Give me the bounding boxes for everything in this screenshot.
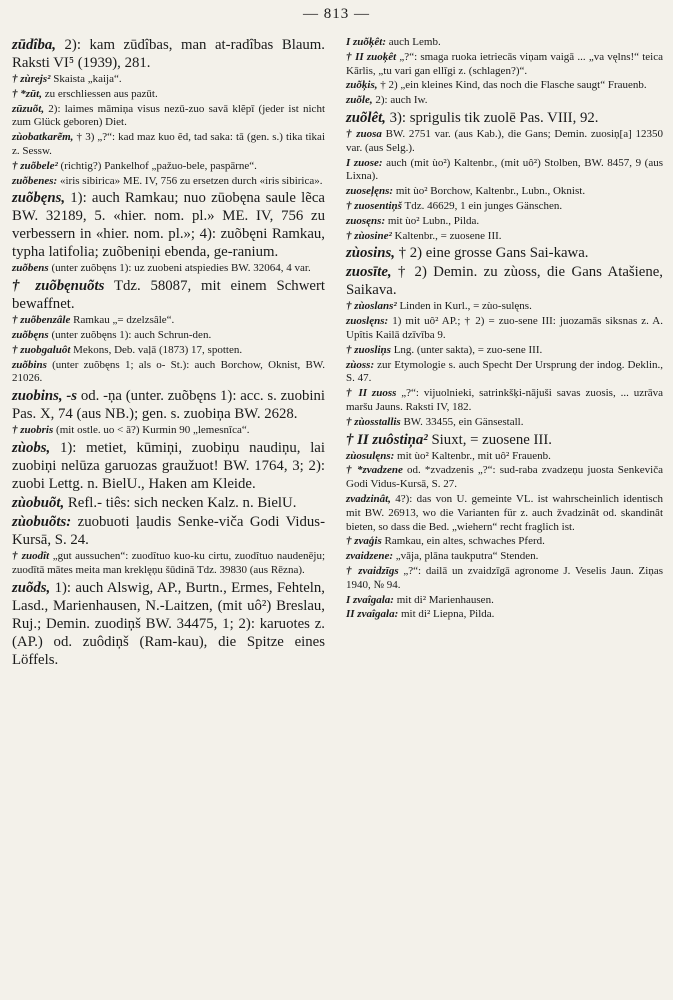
dictionary-entry	[346, 230, 663, 244]
entry-headword: † zvaģis	[346, 535, 382, 548]
dictionary-entry	[12, 359, 325, 387]
entry-headword: zvadzinât,	[346, 492, 391, 505]
dictionary-entry	[12, 103, 325, 131]
entry-headword: zuõle,	[346, 94, 373, 107]
dictionary-entry	[346, 608, 663, 622]
dictionary-entry	[12, 344, 325, 358]
entry-definition: (mit ostle. uo < ā?) Kurmin 90 „lemesnīca“.	[53, 424, 250, 437]
entry-headword: zuõlêt,	[346, 109, 386, 126]
dictionary-entry	[12, 424, 325, 438]
entry-definition: auch Lemb.	[386, 36, 441, 48]
entry-definition: 1): auch Alswig, AP., Burtn., Ermes, Fehteln, Lasd., Marienhausen, N.-Laitzen, (mit uô²) Breslau, Ruj.; Demin. zuodiņš BW. 34475, 1; 2): karuotes z. (AP.) od. zuôdiņš (Ram-kau), die Spitze eines Löffels.	[12, 579, 325, 668]
entry-definition: Lng. (unter sakta), = zuo-sene III.	[390, 343, 543, 356]
entry-headword: zùobs,	[12, 439, 51, 456]
dictionary-entry	[346, 244, 663, 262]
entry-headword: zuoseļęns:	[346, 185, 394, 198]
entry-definition: zu erschliessen aus pazūt.	[41, 87, 158, 100]
entry-definition: Refl.- tiês: sich necken Kalz. n. BielU.	[64, 494, 297, 511]
entry-headword: zùobatkarẽm,	[12, 131, 74, 144]
dictionary-entry	[12, 160, 325, 174]
entry-definition: zuobuoti ļaudis Senke-viča Godi Vidus-Kursā, S. 24.	[12, 513, 325, 548]
dictionary-entry	[346, 387, 663, 415]
entry-definition: † 2) „ein kleines Kind, das noch die Flasche saugt“ Frauenb.	[377, 79, 647, 92]
entry-definition: „vāja, plāna taukputra“ Stenden.	[393, 550, 539, 563]
entry-headword: zùosins,	[346, 245, 395, 262]
entry-definition: † 2) eine grosse Gans Sai-kawa.	[394, 245, 589, 262]
entry-headword: I zuõķêt:	[346, 36, 387, 48]
dictionary-entry	[12, 494, 325, 512]
dictionary-entry	[346, 344, 663, 358]
entry-definition: «iris sibirica» ME. IV, 756 zu ersetzen durch «iris sibirica».	[57, 174, 323, 187]
entry-headword: † zùoslans²	[346, 300, 397, 313]
entry-definition: (unter zuõbęns 1): auch Schrun-den.	[48, 328, 212, 341]
dictionary-entry	[12, 550, 325, 578]
entry-headword: † zuosentiņš	[346, 199, 402, 212]
entry-definition: zur Etymologie s. auch Specht Der Ursprung der indog. Deklin., S. 47.	[346, 358, 663, 385]
entry-definition: BW. 33455, ein Gänsestall.	[400, 415, 524, 428]
entry-definition: BW. 2751 var. (aus Kab.), die Gans; Demin. zuosiņ[a] 12350 var. (aus Selg.).	[346, 127, 663, 154]
entry-headword: zuosęns:	[346, 214, 386, 227]
entry-definition: „?“: vijuolnieki, satrinkšķi-nājuši savas zuosis, ... uzrāva maršu Jauns. Raksti IV, 182.	[346, 387, 663, 413]
dictionary-entry	[346, 565, 663, 593]
entry-definition: „?“: smaga ruoka ietriecās viņam vaigā ... „va vęlns!“ teica Kārlis, „tu vari gan ellīgi z. (schlagen?)“.	[346, 50, 663, 77]
entry-definition: 4?): das von U. gemeinte VL. ist wahrscheinlich identisch mit BW. 26913, wo die Varianten für z. auch žvadzinât od. skandinât bieten, so dass die Bed. „wiehern“ recht fraglich ist.	[346, 492, 663, 533]
entry-headword: zuobins, -s	[12, 388, 78, 405]
dictionary-entry	[346, 94, 663, 108]
entry-headword: II zvaîgala:	[346, 608, 399, 621]
entry-headword: I zvaîgala:	[346, 593, 394, 606]
entry-headword: zuõķis,	[346, 79, 378, 92]
entry-headword: zuosīte,	[346, 264, 392, 281]
entry-headword: zūdîba,	[12, 37, 56, 53]
entry-definition: Ramkau, ein altes, schwaches Pferd.	[381, 535, 545, 548]
entry-headword: † zùosstallis	[346, 415, 401, 428]
entry-definition: 1): auch Ramkau; nuo zūobęna saule lẽca BW. 32189, 5. «hier. nom. pl.» ME. IV, 756 zu verbessern in «hier. nom. pl.»; 4): zuõbęni Ramkau, typha latifolia; zuõbeniņi ebenda, ge-ranium.	[12, 190, 325, 261]
entry-definition: od. -ņa (unter. zuõbęns 1): acc. s. zuobini Pas. X, 74 (aus NB.); gen. s. zuobiņa BW. 2628.	[12, 388, 325, 423]
dictionary-entry	[346, 200, 663, 214]
entry-definition: mit ùo² Kaltenbr., mit uô² Frauenb.	[394, 449, 551, 462]
entry-definition: Skaista „kaija“.	[50, 73, 122, 85]
dictionary-entry	[346, 493, 663, 534]
entry-headword: † zuodît	[12, 549, 50, 562]
dictionary-entry	[346, 416, 663, 430]
entry-definition: (unter zuõbęns 1; als o- St.): auch Borchow, Oknist, BW. 21026.	[12, 358, 325, 385]
dictionary-entry	[346, 594, 663, 608]
entry-definition: „gut aussuchen“: zuodîtuo kuo-ku cirtu, zuodîtuo naudenēju; zuodītā mātes meita man kreklęņu šūdinā Tdz. 39830 (aus Rēzna).	[12, 549, 326, 576]
entry-headword: † zuõbęnuõts	[12, 278, 105, 295]
entry-headword: † II zuoķêt	[346, 50, 397, 63]
entry-headword: † *zvadzene	[346, 464, 403, 477]
dictionary-entry	[346, 157, 663, 185]
page-number: — 813 —	[303, 6, 370, 22]
entry-definition: 2): auch Iw.	[372, 94, 428, 107]
entry-definition: mit ùo² Borchow, Kaltenbr., Lubn., Oknist.	[393, 185, 586, 198]
entry-headword: † zuõbele²	[12, 159, 58, 172]
dictionary-entry	[346, 51, 663, 79]
entry-headword: zuõbenes:	[12, 174, 58, 187]
dictionary-entry	[346, 431, 663, 449]
entry-headword: † zvaidzīgs	[346, 564, 399, 577]
entry-headword: zuõbins	[12, 358, 47, 371]
dictionary-entry	[12, 73, 325, 87]
entry-headword: zùoss:	[346, 358, 375, 371]
dictionary-entry	[12, 513, 325, 549]
entry-headword: zūzuõt,	[12, 102, 45, 115]
entry-definition: † 2) Demin. zu zùoss, die Gans Atašiene, Saikava.	[346, 264, 663, 299]
entry-headword: zùosulęns:	[346, 449, 395, 462]
dictionary-entry	[346, 128, 663, 156]
entry-headword: I zuose:	[346, 156, 383, 169]
dictionary-entry	[346, 550, 663, 564]
entry-definition: 2): kam zūdîbas, man at-radîbas Blaum. Raksti VI⁵ (1939), 281.	[12, 37, 325, 71]
entry-definition: mit di² Liepna, Pilda.	[398, 608, 495, 621]
dictionary-entry	[346, 300, 663, 314]
left-column	[12, 36, 325, 670]
entry-definition: 1): metiet, kūmiņi, zuobiņu naudiņu, lai zuobiņi nelūza garuozas graužuot! BW. 1764, 3; 2): zuobi Lettg. n. BielU., Haken am Kleide.	[12, 439, 325, 492]
dictionary-entry	[12, 329, 325, 343]
dictionary-entry	[346, 185, 663, 199]
entry-definition: od. *zvadzenis „?“: sud-raba zvadzeņu juosta Senkeviča Godi Vidus-Kursā, S. 27.	[346, 464, 664, 491]
entry-definition: Tdz. 58087, mit einem Schwert bewaffnet.	[12, 278, 325, 313]
entry-headword: † zuõbenzâle	[12, 314, 71, 327]
entry-headword: † *zūt,	[12, 87, 42, 100]
dictionary-entry	[346, 79, 663, 93]
entry-headword: † zùrejs²	[12, 73, 51, 85]
entry-headword: zuõbęns	[12, 328, 49, 341]
entry-definition: Siuxt, = zuosene III.	[427, 431, 552, 448]
entry-definition: (unter zuõbęns 1): uz zuobeni atspiedies BW. 32064, 4 var.	[48, 262, 311, 275]
entry-headword: † zuobris	[12, 424, 54, 437]
dictionary-entry	[346, 450, 663, 464]
entry-definition: Mekons, Deb. vaļā (1873) 17, spotten.	[70, 343, 243, 356]
entry-definition: 3): sprigulis tik zuolē Pas. VIII, 92.	[385, 109, 599, 126]
entry-headword: zuõds,	[12, 579, 51, 596]
dictionary-entry	[346, 109, 663, 127]
dictionary-entry	[346, 535, 663, 549]
dictionary-entry	[346, 36, 663, 50]
entry-definition: Linden in Kurl., = zùo-sulęns.	[396, 300, 532, 313]
entry-definition: 1) mit uô² AP.; † 2) = zuo-sene III: juozamās siksnas z. A. Upîtis Kailā dzīvība 9.	[346, 315, 663, 341]
entry-headword: zuoslęns:	[346, 315, 389, 328]
entry-headword: † II zuôstiņa²	[346, 431, 428, 448]
entry-headword: † II zuoss	[346, 387, 397, 400]
entry-headword: zùobuõt,	[12, 494, 65, 511]
dictionary-entry	[12, 189, 325, 261]
dictionary-entry	[12, 262, 325, 276]
dictionary-entry	[12, 314, 325, 328]
dictionary-entry	[346, 215, 663, 229]
entry-headword: † zuosliņs	[346, 343, 391, 356]
entry-definition: mit ùo² Lubn., Pilda.	[385, 214, 480, 227]
entry-headword: † zùosine²	[346, 229, 392, 242]
entry-definition: auch (mit ùo²) Kaltenbr., (mit uô²) Stolben, BW. 8457, 9 (aus Lixna).	[346, 156, 663, 183]
entry-definition: Kaltenbr., = zuosene III.	[391, 229, 502, 242]
dictionary-entry	[12, 175, 325, 189]
dictionary-entry	[346, 263, 663, 299]
entry-definition: Ramkau „= dzelzsâle“.	[70, 314, 175, 327]
dictionary-entry	[12, 131, 325, 159]
entry-headword: † zuosa	[346, 127, 382, 140]
entry-definition: † 3) „?“: kad maz kuo ẽd, tad saka: tā (gen. s.) tika tikai z. Sessw.	[12, 131, 325, 157]
entry-headword: zùobuõts:	[12, 513, 72, 530]
dictionary-entry	[346, 359, 663, 387]
right-column	[346, 36, 663, 623]
dictionary-entry	[12, 387, 325, 423]
entry-definition: „?“: dailā un zvaidzīgā agronome J. Veselis Jaun. Ziņas 1940, № 94.	[346, 564, 663, 591]
entry-definition: Tdz. 46629, 1 ein junges Gänschen.	[401, 199, 563, 212]
dictionary-entry	[12, 277, 325, 313]
entry-headword: zuõbens	[12, 262, 49, 275]
entry-headword: † zuobgaluôt	[12, 343, 71, 356]
entry-definition: mit di² Marienhausen.	[393, 593, 494, 606]
dictionary-entry	[346, 315, 663, 343]
entry-definition: 2): laimes māmiņa visus nezū-zuo savā klẽpī (jeder ist nicht zum Glück geboren) Diet.	[12, 102, 325, 129]
dictionary-entry	[12, 579, 325, 669]
dictionary-entry	[12, 88, 325, 102]
entry-headword: zvaidzene:	[346, 550, 394, 563]
entry-headword: zuõbęns,	[12, 190, 66, 207]
dictionary-entry	[12, 36, 325, 72]
entry-definition: (richtig?) Pankelhof „pažuo-bele, paspārne“.	[57, 159, 257, 172]
dictionary-entry	[12, 439, 325, 493]
dictionary-entry	[346, 464, 663, 492]
